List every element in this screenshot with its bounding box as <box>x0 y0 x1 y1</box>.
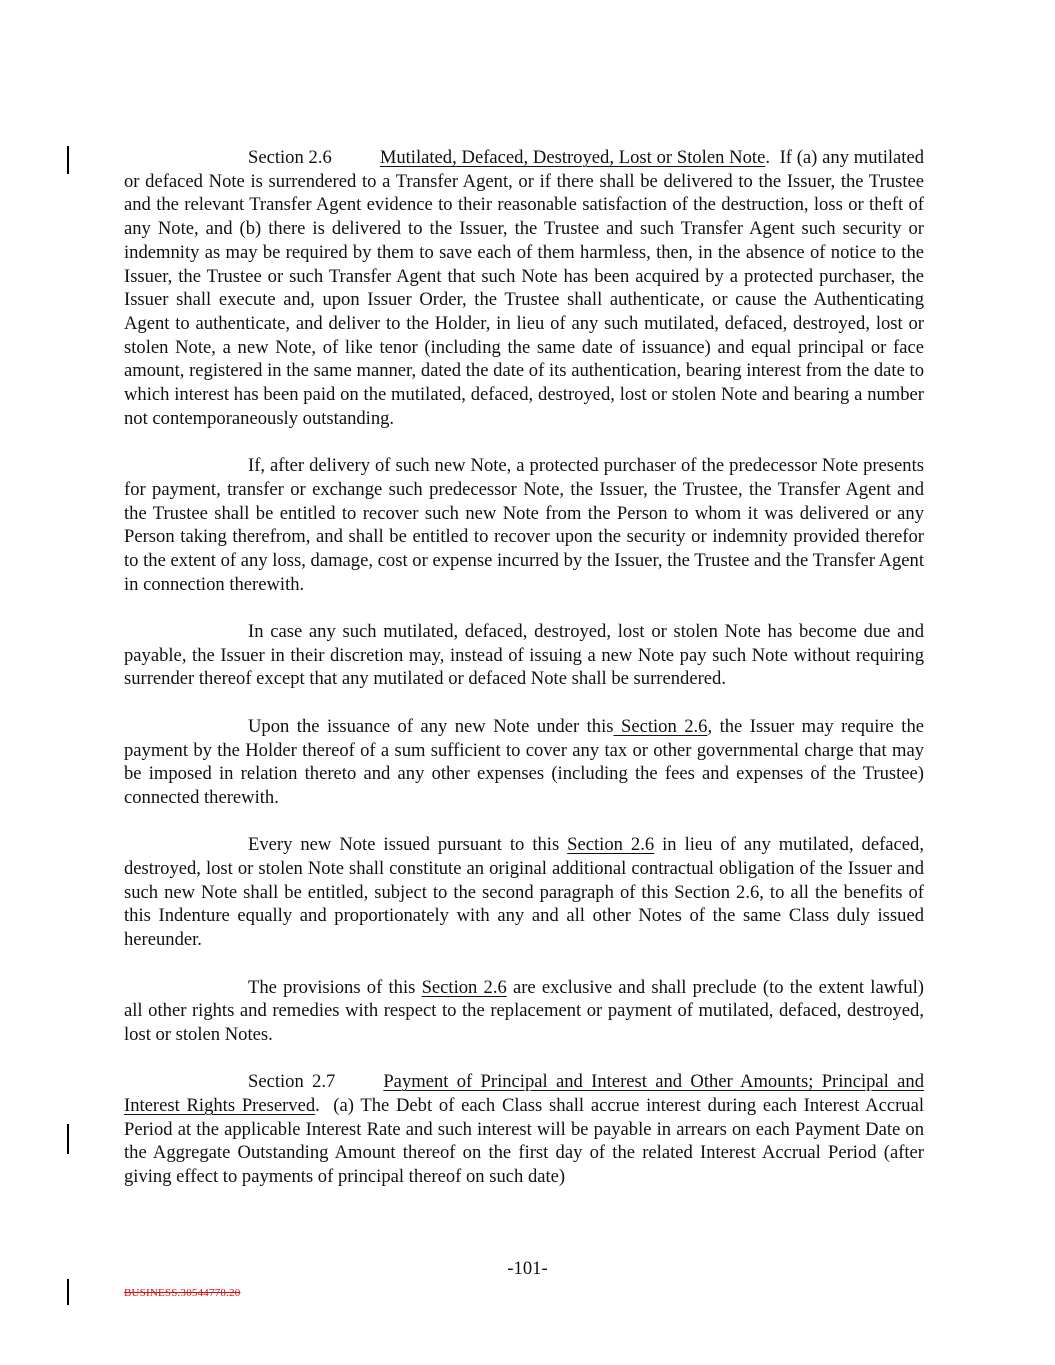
document-body <box>124 146 924 1213</box>
document-id: BUSINESS.30544778.20 <box>124 1287 241 1299</box>
paragraph-text: If (a) any mutilated or defaced Note is surrendered to a Transfer Agent, or if there shall be delivered to the Issuer, the Trustee and the relevant Transfer Agent evidence to their reasonable satisfaction of the destruction, loss or theft of any Note, and (b) there is delivered to the Issuer, the Trustee and such Transfer Agent such security or indemnity as may be required by them to save each of them harmless, then, in the absence of notice to the Issuer, the Trustee or such Transfer Agent that such Note has been acquired by a protected purchaser, the Issuer shall execute and, upon Issuer Order, the Trustee shall authenticate, or cause the Authenticating Agent to authenticate, and deliver to the Holder, in lieu of any such mutilated, defaced, destroyed, lost or stolen Note, a new Note, of like tenor (including the same date of issuance) and equal principal or face amount, registered in the same manner, dated the date of its authentication, bearing interest from the date to which interest has been paid on the mutilated, defaced, destroyed, lost or stolen Note and bearing a number not contemporaneously outstanding. <box>124 147 925 429</box>
paragraph: Every new Note issued pursuant to this Section 2.6 in lieu of any mutilated, defaced, destroyed, lost or stolen Note shall constitute an original additional contractual obligation of the Issuer and such new Note shall be entitled, subject to the second paragraph of this Section 2.6, to all the benefits of this Indenture equally and proportionately with any and all other Notes of the same Class duly issued hereunder. <box>124 834 925 951</box>
revision-bar <box>67 1279 69 1305</box>
paragraph <box>124 620 924 691</box>
section-reference: Section 2.6 <box>421 976 507 998</box>
paragraph-text: If, after delivery of such new Note, a protected purchaser of the predecessor Note presents for payment, transfer or exchange such predecessor Note, the Issuer, the Trustee, the Transfer Agent and the Trustee shall be entitled to recover such new Note from the Person to whom it was delivered or any Person taking therefrom, and shall be entitled to recover upon the security or indemnity provided therefor to the extent of any loss, damage, cost or expense incurred by the Issuer, the Trustee and the Transfer Agent in connection therewith. <box>124 455 924 595</box>
page-number: -101- <box>507 1258 548 1279</box>
paragraph-text: (a) The Debt of each Class shall accrue interest during each Interest Accrual Period at the applicable Interest Rate and such interest will be payable in arrears on each Payment Date on the Aggregate Outstanding Amount thereof on the first day of the related Interest Accrual Period (after giving effect to payments of principal thereof on such date) <box>124 1095 924 1188</box>
paragraph-text: In case any such mutilated, defaced, destroyed, lost or stolen Note has become due and payable, the Issuer in their discretion may, instead of issuing a new Note pay such Note without requiring surrender thereof except that any mutilated or defaced Note shall be surrendered. <box>124 621 924 690</box>
section-reference: Section 2.6 <box>613 715 708 737</box>
paragraph: Upon the issuance of any new Note under this Section 2.6, the Issuer may require the payment by the Holder thereof of a sum sufficient to cover any tax or other governmental charge that may be imposed in relation thereto and any other expenses (including the fees and expenses of the Trustee) connected therewith. <box>124 715 924 808</box>
paragraph <box>124 454 924 596</box>
revision-bar <box>67 1124 69 1154</box>
section-2-6-paragraph: Section 2.6 Mutilated, Defaced, Destroyed, Lost or Stolen Note. If (a) any mutilated or defaced Note is surrendered to a Transfer Agent, or if there shall be delivered to the Issuer, the Trustee and the relevant Transfer Agent evidence to their reasonable satisfaction of the destruction, loss or theft of any Note, and (b) there is delivered to the Issuer, the Trustee and such Transfer Agent such security or indemnity as may be required by them to save each of them harmless, then, in the absence of notice to the Issuer, the Trustee or such Transfer Agent that such Note has been acquired by a protected purchaser, the Issuer shall execute and, upon Issuer Order, the Trustee shall authenticate, or cause the Authenticating Agent to authenticate, and deliver to the Holder, in lieu of any such mutilated, defaced, destroyed, lost or stolen Note, a new Note, of like tenor (including the same date of issuance) and equal principal or face amount, registered in the same manner, dated the date of its authentication, bearing interest from the date to which interest has been paid on the mutilated, defaced, destroyed, lost or stolen Note and bearing a number not contemporaneously outstanding. <box>124 147 925 429</box>
section-reference: Section 2.6 <box>567 834 655 856</box>
section-title: Payment of Principal and Interest and Other Amounts; Principal and Interest Rights Preserved <box>124 1071 924 1117</box>
revision-bar <box>67 146 69 174</box>
section-number: Section 2.7 <box>248 1071 336 1093</box>
paragraph: The provisions of this Section 2.6 are exclusive and shall preclude (to the extent lawful) all other rights and remedies with respect to the replacement or payment of mutilated, defaced, destroyed, lost or stolen Notes. <box>124 976 924 1045</box>
section-2-7-paragraph: Section 2.7 Payment of Principal and Interest and Other Amounts; Principal and Interest Rights Preserved. (a) The Debt of each Class shall accrue interest during each Interest Accrual Period at the applicable Interest Rate and such interest will be payable in arrears on each Payment Date on the Aggregate Outstanding Amount thereof on the first day of the related Interest Accrual Period (after giving effect to payments of principal thereof on such date) <box>124 1071 924 1188</box>
section-number: Section 2.6 <box>248 147 332 168</box>
section-title: Mutilated, Defaced, Destroyed, Lost or Stolen Note <box>379 147 766 168</box>
